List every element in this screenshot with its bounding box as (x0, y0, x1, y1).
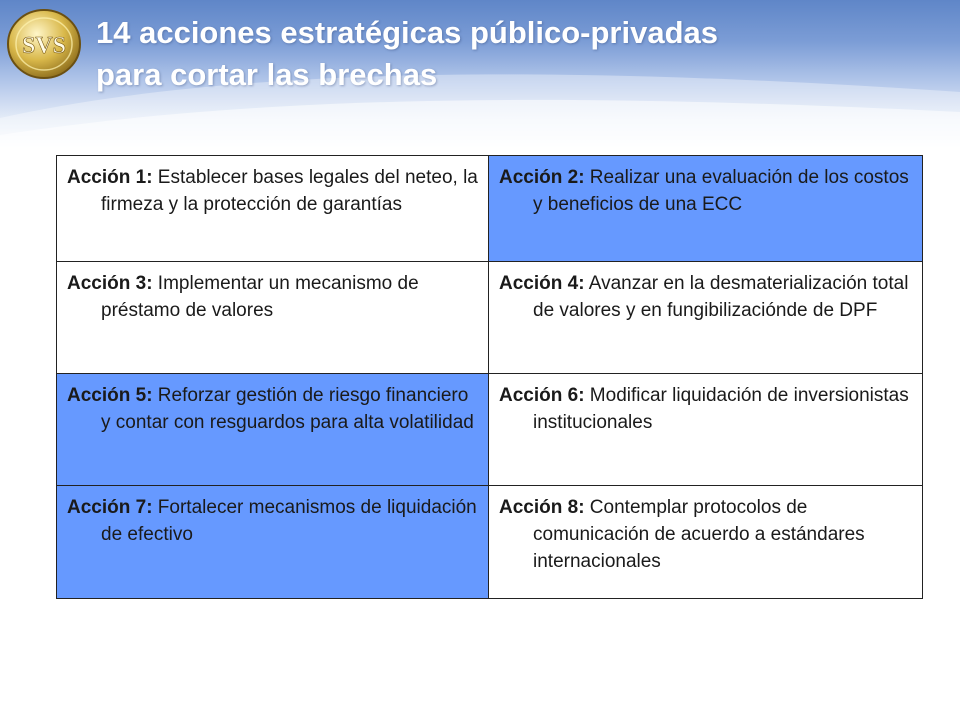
action-label: Acción 1: (67, 167, 153, 188)
action-cell-8 (489, 486, 923, 599)
action-label: Acción 6: (499, 385, 585, 406)
title-line-2: para cortar las brechas (96, 57, 438, 92)
action-label: Acción 2: (499, 167, 585, 188)
action-cell-1 (57, 156, 489, 262)
action-label: Acción 4: (499, 273, 585, 294)
title-line-1: 14 acciones estratégicas público-privadas (96, 15, 718, 50)
action-text: Fortalecer mecanismos de liquidación de efectivo (101, 497, 477, 545)
svs-logo (4, 4, 84, 84)
action-text: Reforzar gestión de riesgo financiero y contar con resguardos para alta volatilidad (101, 385, 474, 433)
action-label: Acción 8: (499, 497, 585, 518)
slide-title (96, 12, 936, 96)
action-cell-5 (57, 374, 489, 486)
table-row (57, 262, 923, 374)
action-cell-4 (489, 262, 923, 374)
action-cell-2 (489, 156, 923, 262)
action-text: Establecer bases legales del neteo, la firmeza y la protección de garantías (101, 167, 478, 215)
table-row (57, 156, 923, 262)
action-text: Modificar liquidación de inversionistas institucionales (533, 385, 909, 433)
action-text: Avanzar en la desmaterialización total de valores y en fungibilizaciónde de DPF (533, 273, 909, 321)
table-row (57, 486, 923, 599)
action-label: Acción 5: (67, 385, 153, 406)
logo-text: SVS (21, 33, 67, 59)
action-cell-7 (57, 486, 489, 599)
action-text: Implementar un mecanismo de préstamo de valores (101, 273, 419, 321)
action-label: Acción 7: (67, 497, 153, 518)
action-label: Acción 3: (67, 273, 153, 294)
action-text: Contemplar protocolos de comunicación de acuerdo a estándares internacionales (533, 497, 865, 572)
table-row (57, 374, 923, 486)
action-cell-3 (57, 262, 489, 374)
action-text: Realizar una evaluación de los costos y beneficios de una ECC (533, 167, 909, 215)
action-cell-6 (489, 374, 923, 486)
actions-table (56, 155, 923, 599)
